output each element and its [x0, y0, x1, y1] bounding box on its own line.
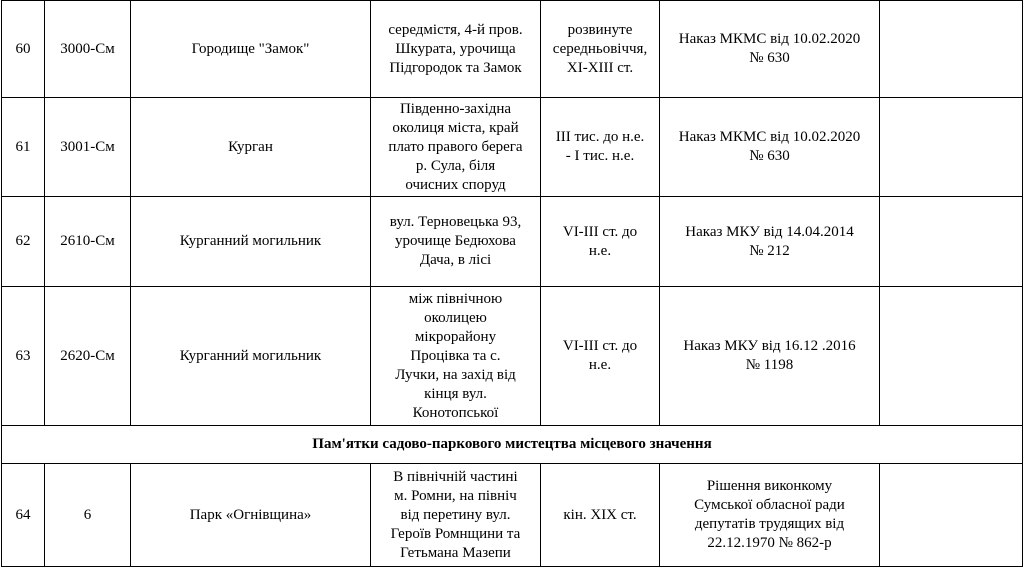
protection-document: Наказ МКМС від 10.02.2020 № 630	[660, 1, 880, 98]
row-number: 60	[2, 1, 45, 98]
registry-code: 2610-См	[45, 197, 131, 287]
monument-name: Курганний могильник	[131, 197, 371, 287]
table-row	[2, 197, 1023, 287]
note-cell	[880, 464, 1023, 567]
table-row	[2, 287, 1023, 426]
monument-location: Південно-західна околиця міста, край плато правого берега р. Сула, біля очисних споруд	[371, 98, 541, 197]
monument-dating: розвинуте середньовіччя, XI-XIII ст.	[541, 1, 660, 98]
row-number: 61	[2, 98, 45, 197]
monument-name: Курганний могильник	[131, 287, 371, 426]
table-row	[2, 1, 1023, 98]
monument-dating: кін. XIX ст.	[541, 464, 660, 567]
row-number: 63	[2, 287, 45, 426]
row-number: 64	[2, 464, 45, 567]
registry-code: 2620-См	[45, 287, 131, 426]
monument-location: між північною околицею мікрорайону Процівка та с. Лучки, на захід від кінця вул. Конотопської	[371, 287, 541, 426]
table-row	[2, 98, 1023, 197]
registry-code: 3000-См	[45, 1, 131, 98]
section-heading: Пам'ятки садово-паркового мистецтва місцевого значення	[2, 426, 1023, 464]
registry-code: 6	[45, 464, 131, 567]
table-row	[2, 464, 1023, 567]
monument-dating: III тис. до н.е. - I тис. н.е.	[541, 98, 660, 197]
protection-document: Наказ МКУ від 16.12 .2016 № 1198	[660, 287, 880, 426]
protection-document: Наказ МКМС від 10.02.2020 № 630	[660, 98, 880, 197]
monument-name: Городище "Замок"	[131, 1, 371, 98]
protection-document: Рішення виконкому Сумської обласної ради депутатів трудящих від 22.12.1970 № 862-р	[660, 464, 880, 567]
section-heading-row	[2, 426, 1023, 464]
monument-name: Парк «Огнівщина»	[131, 464, 371, 567]
monument-location: середмістя, 4-й пров. Шкурата, урочища Підгородок та Замок	[371, 1, 541, 98]
monument-location: В північній частині м. Ромни, на північ від перетину вул. Героїв Ромнщини та Гетьмана Мазепи	[371, 464, 541, 567]
monument-dating: VI-III ст. до н.е.	[541, 197, 660, 287]
monument-name: Курган	[131, 98, 371, 197]
note-cell	[880, 197, 1023, 287]
note-cell	[880, 287, 1023, 426]
monuments-table	[1, 0, 1023, 567]
monument-location: вул. Терновецька 93, урочище Бедюхова Дача, в лісі	[371, 197, 541, 287]
monument-dating: VI-III ст. до н.е.	[541, 287, 660, 426]
note-cell	[880, 98, 1023, 197]
row-number: 62	[2, 197, 45, 287]
note-cell	[880, 1, 1023, 98]
registry-code: 3001-См	[45, 98, 131, 197]
protection-document: Наказ МКУ від 14.04.2014 № 212	[660, 197, 880, 287]
